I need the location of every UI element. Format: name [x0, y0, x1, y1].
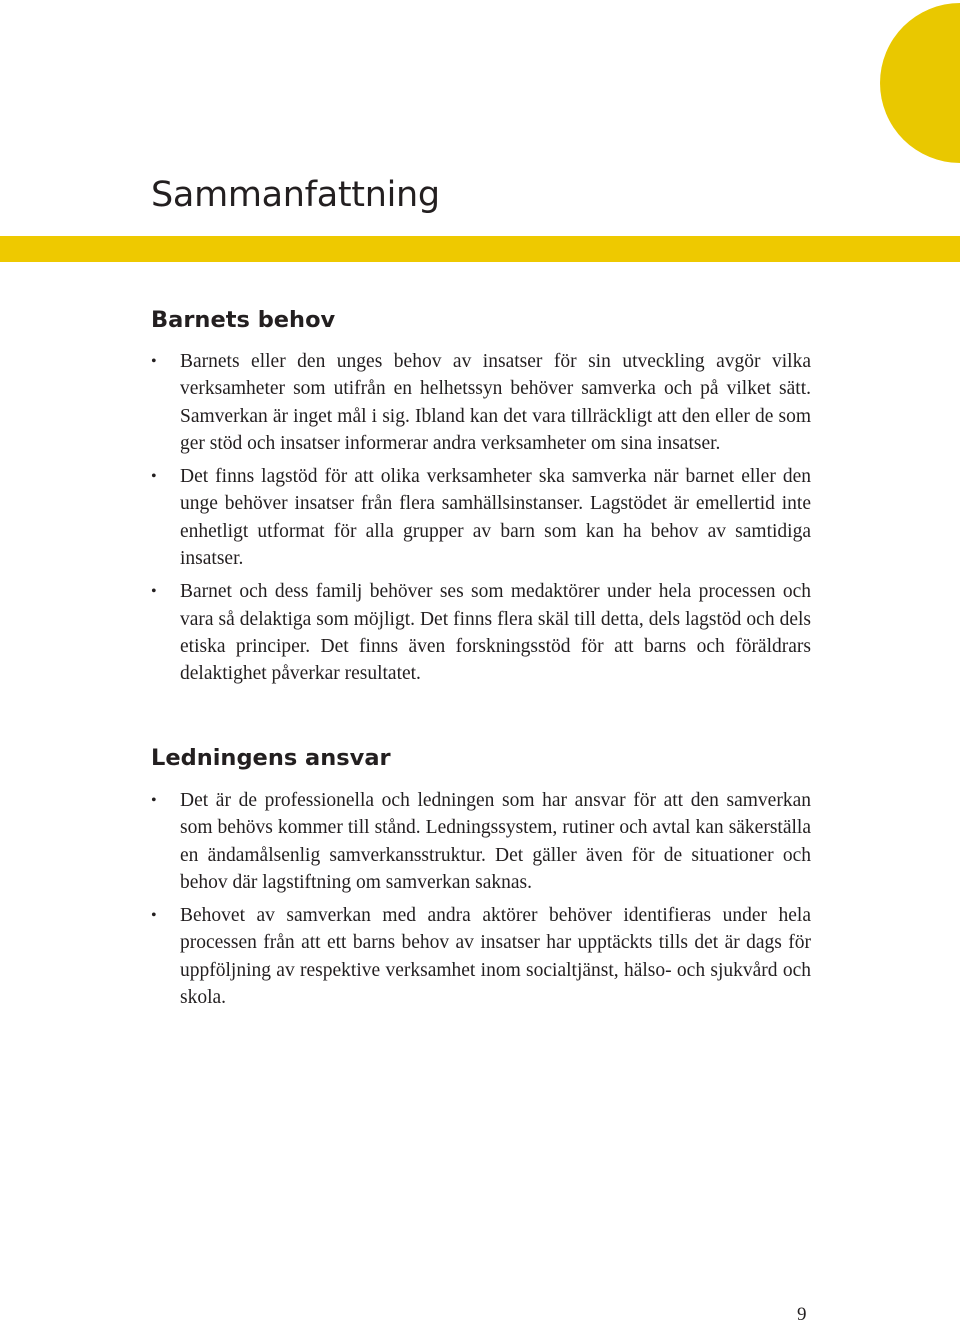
bullet-item: • Det finns lagstöd för att olika verksamheter ska samverka när barnet eller den unge behöver insatser från flera samhällsinstanser. Lagstödet är emellertid inte enhetligt utformat för alla grupper av barn som kan ha behov av samtidiga insatser.	[151, 463, 811, 572]
page-number: 9	[797, 1304, 807, 1325]
section-heading: Ledningens ansvar	[151, 745, 391, 771]
bullet-list	[151, 348, 811, 688]
bullet-item: • Barnets eller den unges behov av insatser för sin utveckling avgör vilka verksamheter som utifrån en helhetssyn behöver samverka och på vilket sätt. Samverkan är inget mål i sig. Ibland kan det vara tillräckligt att den eller de som ger stöd och insatser informerar andra verksamheter om sina insatser.	[151, 348, 811, 457]
bullet-list	[151, 787, 811, 1011]
corner-decoration-circle	[880, 3, 960, 163]
bullet-item: • Det är de professionella och ledningen som har ansvar för att den samverkan som behövs kommer till stånd. Ledningssystem, rutiner och avtal kan säkerställa en ändamålsenlig samverkansstruktur. Det gäller även för de situationer och behov där lagstiftning om samverkan saknas.	[151, 787, 811, 896]
section-ledningens-ansvar	[151, 741, 811, 1017]
bullet-item: • Barnet och dess familj behöver ses som medaktörer under hela processen och vara så delaktiga som möjligt. Det finns flera skäl till detta, dels lagstöd och dels etiska principer. Det finns även forskningsstöd för att barns och föräldrars delaktighet påverkar resultatet.	[151, 578, 811, 687]
section-heading: Barnets behov	[151, 307, 336, 333]
bullet-item: • Behovet av samverkan med andra aktörer behöver identifieras under hela processen från att ett barns behov av insatser har upptäckts tills det är dags för uppföljning av respektive verksamhet inom socialtjänst, hälso- och sjukvård och skola.	[151, 902, 811, 1011]
title-underline-band	[0, 236, 960, 262]
page-title: Sammanfattning	[151, 175, 440, 215]
section-barnets-behov	[151, 303, 811, 694]
